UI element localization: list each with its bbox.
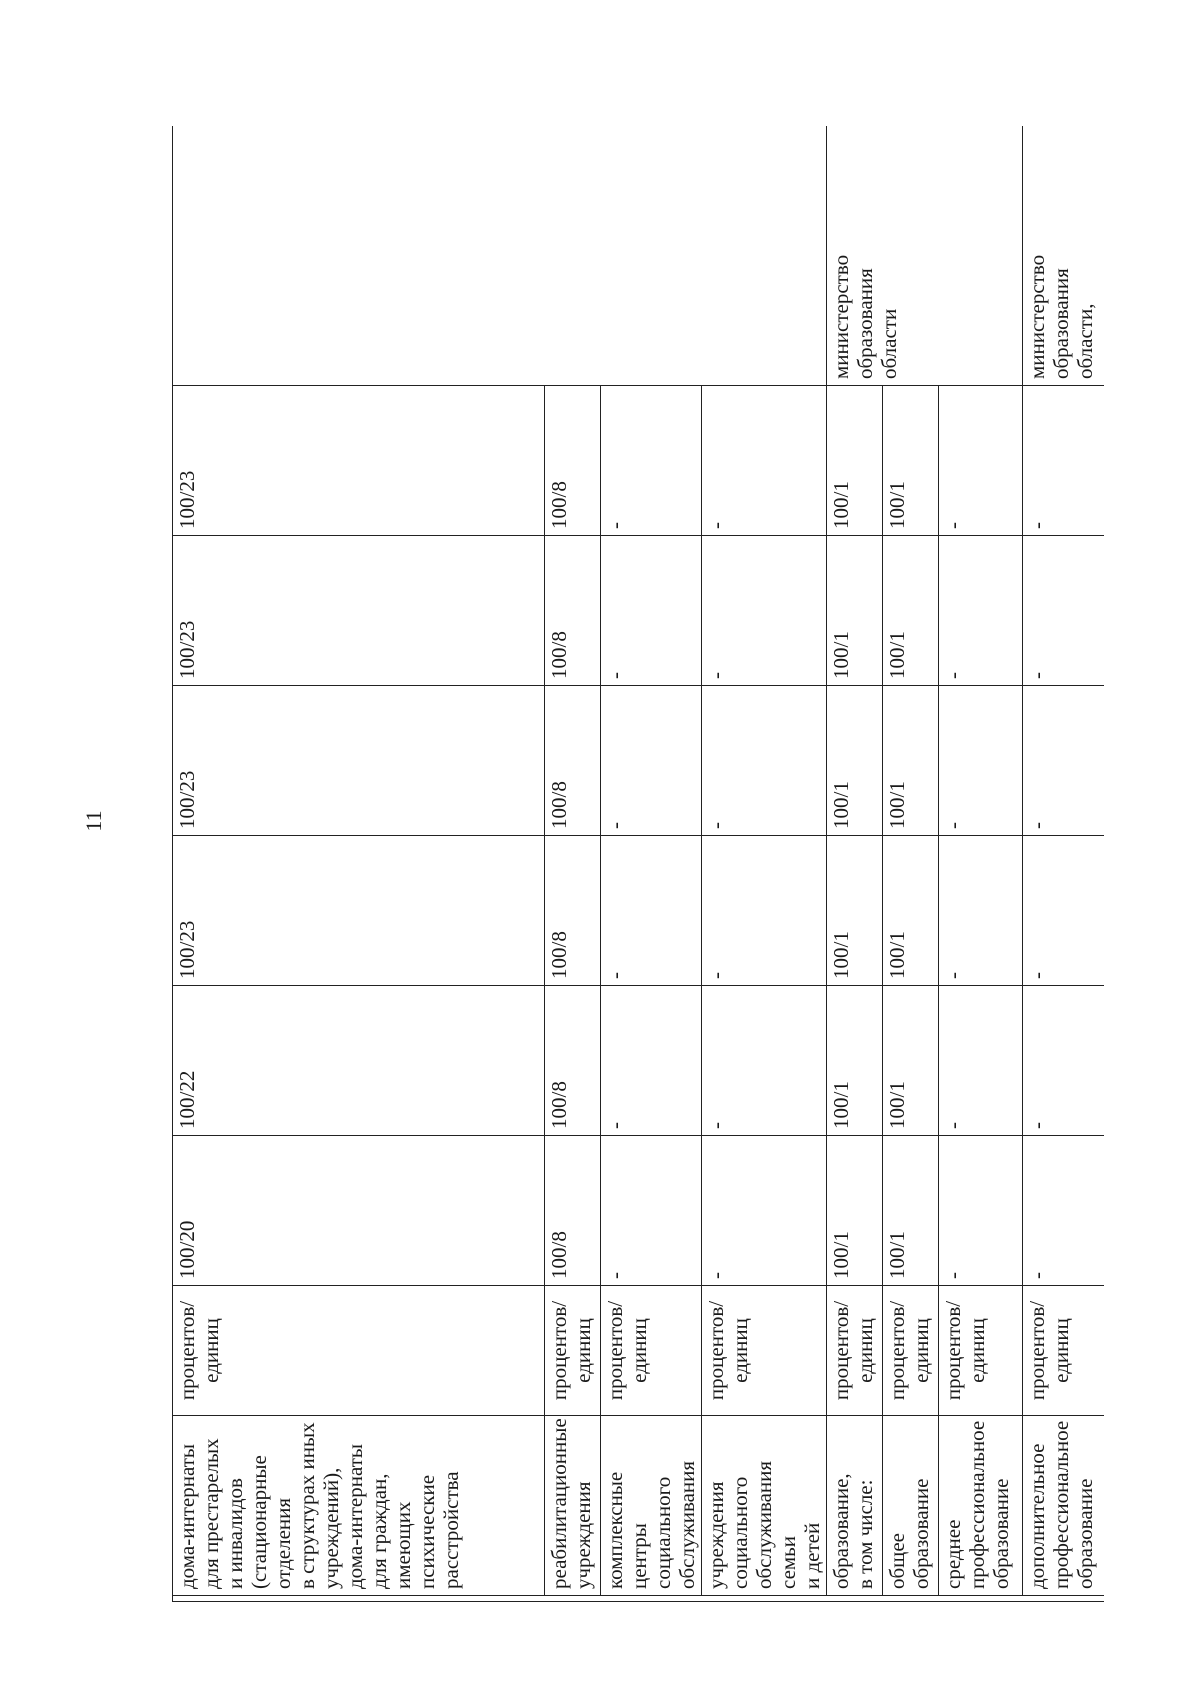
value-cell: 100/1	[827, 836, 883, 986]
value-cell: -	[939, 836, 1023, 986]
value-cell: -	[702, 1136, 827, 1286]
value-cell: 100/20	[173, 1136, 545, 1286]
value-cell: 100/1	[827, 386, 883, 536]
left-margin-cell	[173, 1596, 1105, 1602]
table-row	[173, 126, 545, 1602]
indicator-table	[172, 126, 1104, 1602]
row-unit: процентов/ единиц	[883, 1286, 939, 1416]
value-cell: 100/1	[883, 986, 939, 1136]
value-cell: -	[1023, 386, 1105, 536]
value-cell: 100/1	[883, 536, 939, 686]
value-cell: 100/8	[545, 1136, 601, 1286]
value-cell: -	[702, 986, 827, 1136]
value-cell: 100/8	[545, 536, 601, 686]
value-cell: -	[939, 386, 1023, 536]
value-cell: -	[1023, 536, 1105, 686]
value-cell: 100/1	[883, 386, 939, 536]
row-name: реабилитационные учреждения	[545, 1416, 601, 1596]
responsible-cell-empty	[173, 126, 827, 386]
value-cell: 100/23	[173, 686, 545, 836]
row-unit: процентов/ единиц	[545, 1286, 601, 1416]
value-cell: -	[601, 986, 702, 1136]
value-cell: 100/23	[173, 536, 545, 686]
value-cell: -	[601, 536, 702, 686]
value-cell: -	[702, 836, 827, 986]
value-cell: -	[702, 536, 827, 686]
value-cell: -	[702, 386, 827, 536]
table-rotated	[172, 126, 1104, 1602]
row-unit: процентов/ единиц	[702, 1286, 827, 1416]
row-name: образование, в том числе:	[827, 1416, 883, 1596]
row-name: учреждения социального обслуживания семьи и детей	[702, 1416, 827, 1596]
row-name: среднее профессиональное образование	[939, 1416, 1023, 1596]
value-cell: -	[1023, 986, 1105, 1136]
value-cell: 100/1	[883, 686, 939, 836]
value-cell: -	[601, 386, 702, 536]
row-name: дополнительное профессиональное образование	[1023, 1416, 1105, 1596]
row-unit: процентов/ единиц	[1023, 1286, 1105, 1416]
value-cell: 100/23	[173, 836, 545, 986]
value-cell: 100/1	[883, 1136, 939, 1286]
value-cell: -	[1023, 686, 1105, 836]
value-cell: 100/8	[545, 386, 601, 536]
table-row	[1023, 126, 1105, 1602]
value-cell: 100/8	[545, 836, 601, 986]
value-cell: 100/1	[883, 836, 939, 986]
table-stage	[172, 126, 1104, 1602]
value-cell: -	[702, 686, 827, 836]
value-cell: -	[939, 686, 1023, 836]
value-cell: -	[601, 686, 702, 836]
value-cell: 100/23	[173, 386, 545, 536]
value-cell: -	[1023, 1136, 1105, 1286]
value-cell: -	[939, 1136, 1023, 1286]
row-unit: процентов/ единиц	[601, 1286, 702, 1416]
value-cell: 100/8	[545, 686, 601, 836]
value-cell: 100/1	[827, 686, 883, 836]
responsible-cell: министерство образования области,	[1023, 126, 1105, 386]
page-number: 11	[81, 810, 106, 832]
value-cell: 100/1	[827, 1136, 883, 1286]
value-cell: -	[939, 986, 1023, 1136]
value-cell: 100/22	[173, 986, 545, 1136]
responsible-cell: министерство образования области	[827, 126, 1023, 386]
row-name: комплексные центры социального обслуживания	[601, 1416, 702, 1596]
value-cell: 100/1	[827, 986, 883, 1136]
value-cell: 100/8	[545, 986, 601, 1136]
row-unit: процентов/ единиц	[827, 1286, 883, 1416]
value-cell: -	[1023, 836, 1105, 986]
value-cell: -	[601, 836, 702, 986]
row-name: общее образование	[883, 1416, 939, 1596]
row-unit: процентов/ единиц	[939, 1286, 1023, 1416]
value-cell: 100/1	[827, 536, 883, 686]
row-unit: процентов/ единиц	[173, 1286, 545, 1416]
table-row	[827, 126, 883, 1602]
value-cell: -	[939, 536, 1023, 686]
row-name: дома-интернаты для престарелых и инвалидов (стационарные отделения в структурах иных учреждений), дома-интернаты для граждан, имеющих психические расстройства	[173, 1416, 545, 1596]
value-cell: -	[601, 1136, 702, 1286]
